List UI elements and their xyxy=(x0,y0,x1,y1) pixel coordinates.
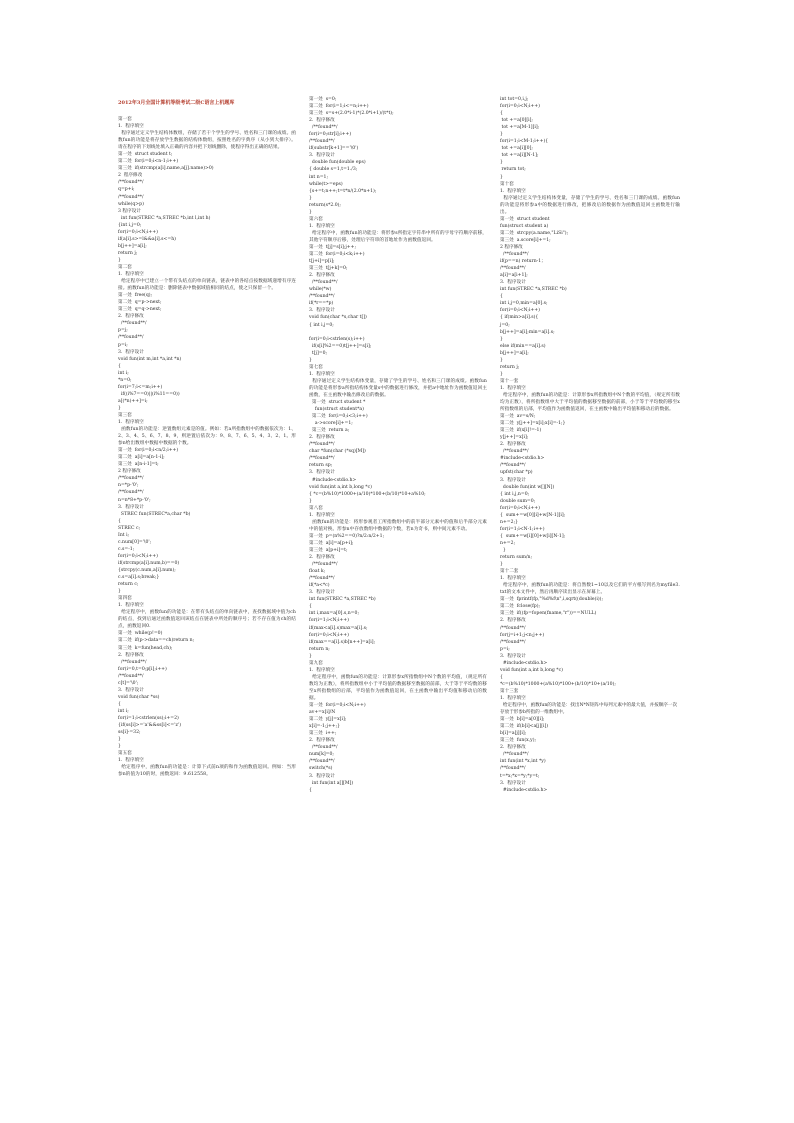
text-line: tot +=a[0][i]; xyxy=(500,118,533,124)
text-line: 第一处 struct student t; xyxy=(118,152,173,158)
text-line: } xyxy=(500,562,503,568)
text-line: 第二处 a[i]=a[n-1-i]; xyxy=(118,455,165,461)
text-line: 第三处 a[p+i]=t; xyxy=(309,548,348,553)
text-line: STREC fun(STREC*a,char *b) xyxy=(118,511,191,517)
text-line: 第三处 if(x[i]!=-1) xyxy=(500,428,542,434)
text-column-2 xyxy=(309,96,487,794)
text-line: n=*p-'0'; xyxy=(118,483,139,489)
text-line: 第三处 if((fp=fopen(fname,"r"))==NULL) xyxy=(500,611,597,617)
text-line: 第十三套 xyxy=(500,688,519,694)
text-line: 第二处 if(b[i]<a[j][i]) xyxy=(500,724,549,730)
text-line: 给定程序中，函数fun的功能是：在带有头结点的单向链表中，查找数据域中值为ch的结点，找到后通过函数值返回该结点在链表中所处的顺序号；若不存在值为ch的结点，函数返回0. xyxy=(118,610,296,630)
text-line: /**found**/ xyxy=(500,766,526,772)
text-line: {int i,j=0; xyxy=(118,222,142,228)
text-line: 1. 程序填空 xyxy=(118,603,144,609)
text-line: fun(struct student*a) xyxy=(309,407,364,413)
text-line: 2 程序修改 xyxy=(500,244,523,250)
text-line: for(i=1;i<N;i++) xyxy=(309,618,349,624)
text-line: 2. 程序修改 xyxy=(309,555,335,561)
text-line: for(i=0;i<N;i++) xyxy=(500,505,540,511)
text-line: 函数fun的功能是：逆置数组元素是的值。例如：若a所指数组中的数据依次为：1、2、3、4、5、6、7、8、9，则逆置后依次为：9、8、7、6、5、4、3、2、1。形参n给出数组中数据中数据的个数。 xyxy=(118,427,296,447)
text-line: if(*r==*p) xyxy=(309,301,334,307)
text-line: for(j=i+1;j<n;j++) xyxy=(500,632,545,638)
document-title: 2012年3月全国计算机等级考试二级C语言上机题库 xyxy=(118,100,235,106)
text-line: 第八套 xyxy=(309,505,323,511)
text-line: } xyxy=(500,174,503,180)
text-line: /**found**/ xyxy=(500,625,526,631)
text-line: 第三处 k=fun(head,ch); xyxy=(118,645,173,651)
text-line: /**found**/ xyxy=(500,639,526,645)
text-line: return c; xyxy=(118,582,139,588)
text-line: /**found**/ xyxy=(309,456,335,462)
text-line: #include<stdio.h> xyxy=(309,477,357,483)
text-line: 1. 程序填空 xyxy=(500,188,526,194)
text-line: { *c=(b%10)*1000+(a/10)*100+(b/10)*10+a%10; xyxy=(309,491,426,497)
text-line: 1. 程序填空 xyxy=(118,124,144,130)
text-line: 第一处 while(p!=0) xyxy=(118,631,163,637)
text-line: { int i,j,n=0; xyxy=(500,491,530,497)
text-line: for(i=7;i<=m;i++) xyxy=(118,384,163,390)
text-line: 第一套 xyxy=(118,117,132,122)
text-line: 第十套 xyxy=(500,181,514,187)
text-line: 2. 程序修改 xyxy=(309,118,335,124)
text-line: 第一处 free(q); xyxy=(118,293,153,299)
text-line: for(i=0;str[i];i++) xyxy=(309,132,352,138)
text-line: q=p+i; xyxy=(118,187,135,193)
text-line: for(i=1;i<N-1;i++) xyxy=(500,526,545,532)
text-line: t[j+i]=p[i]; xyxy=(309,259,335,265)
text-line: /**found**/ xyxy=(500,252,529,258)
text-line: /**found**/ xyxy=(118,490,144,496)
text-line: 第二处 for(i=0;i<k;i++) xyxy=(309,252,365,258)
text-line: 给定程序中，函数fun的功能是：计算形参x所指数组中N个数的平均值，（规定所有数均为正数），将所指数组中大于平均值的数据移至数据的前部，小于等于平均数的移至x所指数组的后部，平均值作为函数值返回，在主函数中输出平均值和移动后的数据。 xyxy=(500,392,681,413)
text-line: Int i; xyxy=(118,532,130,538)
text-line xyxy=(309,329,487,336)
text-line: 1. 程序填空 xyxy=(500,576,526,582)
text-line: for(i=1;i<M-1;i++){ xyxy=(500,139,549,145)
text-line: 给定程序中，函数fun的功能是：计算形参x所指数组中N个数的平均值，（规定所有数均为正数），将所指数组中小于平均值的数据移至数据的前部，大于等于平均数的移至x所指数组的后部，平均值作为函数值返回，在主函数中输出平均值和移动后的数据。 xyxy=(309,674,487,701)
text-line: 第二处 strcpy(a.name,"LiSi"); xyxy=(500,230,569,236)
text-line: c.s=-1; xyxy=(118,546,135,552)
text-line: } xyxy=(118,257,121,263)
text-line: 3. 程序设计 xyxy=(500,780,526,786)
text-line: void fun(char *s,char t[]) xyxy=(309,315,367,321)
text-line: { sum+=w[i][0]+w[i][N-1]; xyxy=(500,533,566,539)
text-line: 第四套 xyxy=(118,596,132,602)
text-line: { xyxy=(118,701,121,707)
text-line: int n=1; xyxy=(309,174,329,180)
text-line: /**found**/ xyxy=(118,673,144,679)
text-line: for(i=0,t=0;p[i];i++) xyxy=(118,666,167,672)
text-line: 1. 程序填空 xyxy=(118,420,144,426)
text-line: return sum/n; xyxy=(500,555,533,561)
text-line: { double s=1,t=1./3; xyxy=(309,167,358,173)
text-line: 第一处 struct student * xyxy=(309,400,366,406)
text-line: { if(min>a[i].s){ xyxy=(500,315,539,321)
text-line: c.s=a[i].s;break;} xyxy=(118,575,160,581)
text-line: double fun(int w[][N]) xyxy=(500,484,555,490)
text-line: int tot=0,i,j; xyxy=(500,97,529,102)
text-line: 1. 程序填空 xyxy=(309,512,335,518)
text-line: 给定程序中已建立一个带有头结点的单向链表，链表中的各结点按数据域递增有序连接。函数fun的功能是：删除链表中数据域值相同的结点，使之只保留一个。 xyxy=(118,279,296,292)
text-line: for(i=0;i<N;i++) xyxy=(309,632,349,638)
text-line: 第三处 a[n-i-1]=t; xyxy=(118,462,159,468)
text-line: 第二处 q=p->next; xyxy=(118,300,162,306)
text-line: 第一处 for(i=0;i<n/2;i++) xyxy=(118,448,179,454)
text-line: 2. 程序修改 xyxy=(118,652,144,658)
text-line: return tot; xyxy=(500,167,526,173)
text-line: 第三处 a.score[i]+=1; xyxy=(500,237,551,243)
text-line: *c=(b%10)*1000+(a%10)*100+(b/10)*10+(a/10); xyxy=(500,681,616,687)
text-line: p=i; xyxy=(118,342,128,348)
text-line: 2. 程序修改 xyxy=(500,442,526,448)
text-line: 第十二套 xyxy=(500,569,519,575)
text-line: 第三处 fun(x,y); xyxy=(500,738,537,744)
text-line: /**found**/ xyxy=(118,321,147,327)
text-line: 3. 程序设计 xyxy=(309,153,335,159)
text-line: int fun(STREC *a,STREC *b) xyxy=(500,287,567,293)
text-line: 第七套 xyxy=(309,364,323,370)
text-line: double fun(double eps) xyxy=(309,160,366,166)
text-line: /**found**/ xyxy=(500,266,526,272)
text-line: } xyxy=(118,589,121,595)
text-line: a->score[i]+=1; xyxy=(309,421,353,427)
text-line: { xyxy=(118,363,121,369)
text-line: } xyxy=(500,132,503,138)
text-line: num[k]=0; xyxy=(309,752,334,758)
text-line: 程序通过定义学生结构体变量，存储了学生的学号、姓名和三门课的成绩。函数fun的功能是将形参a中的数据进行修改，把修改后的数据作为函数值返回主函数进行输出。 xyxy=(500,195,680,215)
text-line: if(max==a[i].s)b[n++]=a[i]; xyxy=(309,639,376,645)
text-line: while(t>=eps) xyxy=(309,181,343,187)
text-line: /**found**/ xyxy=(500,752,529,758)
text-line: { xyxy=(500,674,503,680)
text-line: p=i; xyxy=(500,646,510,652)
text-line: if(a[i].s>=l&&a[i].s<=h) xyxy=(118,236,176,242)
text-line: 2. 程序修改 xyxy=(309,435,335,441)
text-line: double sum=0; xyxy=(500,498,536,504)
text-line: tot +=a[M-1][i]; xyxy=(500,125,540,131)
text-line: 第六套 xyxy=(309,216,323,222)
text-line: /**found**/ xyxy=(500,463,526,469)
text-line: tot +=a[i][N-1]; xyxy=(500,153,539,159)
text-line: { xyxy=(500,294,503,300)
text-line: } xyxy=(309,209,312,215)
text-line: 第二套 xyxy=(118,264,132,270)
text-line: n=n*8+*p-'0'; xyxy=(118,497,151,503)
text-line: c.num[0]='\0'; xyxy=(118,539,152,545)
text-line: void fun(int a,int b,long *c) xyxy=(309,484,372,490)
text-line: 3. 程序设计 xyxy=(118,349,144,355)
text-line: while(q>p) xyxy=(118,201,144,207)
text-column-3 xyxy=(500,96,680,794)
text-line: } xyxy=(309,498,312,504)
text-line: b[j++]=a[i];min=a[i].s; xyxy=(500,329,555,335)
text-line: 第三处 if(strcmp(a[i].name,a[j].name)>0) xyxy=(118,166,214,172)
text-line: p=j; xyxy=(118,328,128,334)
text-line: } xyxy=(500,160,503,166)
text-line: void fun(int m,int *a,int *n) xyxy=(118,356,182,362)
text-line: 给定程序中，函数fun的功能是：计算下式前n项的和作为函数值返回。例如：当形参n的值为10的时，函数返回：9.612558。 xyxy=(118,765,296,778)
text-line: 3. 程序设计 xyxy=(309,470,335,476)
text-line: #include<stdio.h> xyxy=(500,787,548,793)
text-line: } xyxy=(500,548,506,553)
text-line: /**found**/ xyxy=(309,576,335,582)
text-line: int i; xyxy=(118,370,129,376)
text-line: 1. 程序填空 xyxy=(118,272,144,278)
text-line: 给定程序中，函数fun的功能是：将形参s所指定字符串中所有的字母字符顺序前移，其他字符顺序后移，处理后字符串的首地址作为函数值返回。 xyxy=(309,230,487,243)
text-line: 第十一套 xyxy=(500,378,519,384)
text-line: return(s*2.0); xyxy=(309,202,341,208)
text-line: 2. 程序修改 xyxy=(500,618,526,624)
text-line: return n; xyxy=(309,646,330,652)
text-line: 第一处 b[i]=a[0][i]; xyxy=(500,717,545,723)
text-line: 2 程序修改 xyxy=(118,173,143,179)
text-line: a[(*n)++]=i; xyxy=(118,398,148,404)
text-line: /**found**/ xyxy=(118,476,144,482)
text-line: 第二处 for(i=0;i<3;i++) xyxy=(309,414,368,420)
text-line: } xyxy=(500,357,503,363)
text-line: 第九套 xyxy=(309,660,323,666)
text-line: } xyxy=(309,653,312,659)
text-line: } xyxy=(118,744,121,750)
text-line: 3. 程序设计 xyxy=(118,687,144,693)
text-line: 3. 程序设计 xyxy=(309,590,335,596)
text-line: /**found**/ xyxy=(309,139,335,145)
text-line: x[i]=-1;j++;} xyxy=(309,724,341,730)
text-line: 2. 程序修改 xyxy=(500,745,526,751)
text-line: 第二处 fclose(fp); xyxy=(500,604,541,610)
text-line: /**found**/ xyxy=(309,562,338,568)
text-line: 第一处 s=0; xyxy=(309,97,337,102)
text-line: 第二处 y[j]=x[i]; xyxy=(309,717,347,723)
text-line: ss[i]-=32; xyxy=(118,730,141,736)
text-line: int fun(STREC *a,STREC *b,int l,int h) xyxy=(118,215,211,221)
text-line: 程序通过定义学生结构体数组，存储了若干个学生的学号、姓名和三门课的成绩。函数fun的功能是将存放学生数据的结构体数组，按照姓名的字典序（从小到大排序）。请在程序的下划线处填入正确的内容并把下划线删除，使程序得出正确的结果。 xyxy=(118,131,296,151)
text-line: void fun(char *ss) xyxy=(118,694,160,700)
text-line: } xyxy=(500,371,503,377)
text-line: 第二处 for(i=1;i<=n;i++) xyxy=(309,104,369,110)
text-line: 3. 程序设计 xyxy=(500,653,526,659)
text-line: for(i=0;i<N;i++) xyxy=(118,229,158,235)
text-line: 第三处 t[j+k]=0; xyxy=(309,266,348,272)
text-line: y[j++]=x[i]; xyxy=(500,435,529,441)
text-line: if(*a<*c) xyxy=(309,583,330,589)
text-line: 第一处 for(i=0;i<N;i++) xyxy=(309,703,366,709)
text-line: 第一处 p=(n%2==0)?n/2:n/2+1; xyxy=(309,533,385,539)
text-line: 第三处 q=q->next; xyxy=(118,307,162,313)
text-column-1 xyxy=(118,96,296,778)
text-line: } xyxy=(118,737,121,743)
text-line: } xyxy=(118,405,121,411)
text-line: n+=2;} xyxy=(500,519,519,525)
text-line: 2 程序修改 xyxy=(118,469,141,475)
text-line: /**found**/ xyxy=(118,194,144,200)
text-line: av+=x[i]/N xyxy=(309,710,336,716)
text-line: int i,max=a[0].s,n=0; xyxy=(309,611,359,617)
text-line: 1. 程序填空 xyxy=(309,667,335,673)
text-line: 第三套 xyxy=(118,412,132,418)
text-line: { xyxy=(500,111,503,117)
text-line: else if(min==a[i].s) xyxy=(500,343,546,349)
text-line: if((i%7==0)||(i%11==0)) xyxy=(118,391,180,397)
text-line: 3. 程序设计 xyxy=(309,773,335,779)
text-line: c[t]='\0'; xyxy=(118,680,139,686)
text-line: char *fun(char (*sq)[M]) xyxy=(309,449,366,455)
text-line: 第二处 a[i]=a[p+i]; xyxy=(309,540,354,546)
text-line: 3. 程序设计 xyxy=(118,504,144,510)
text-line: fun(struct student a) xyxy=(500,223,549,229)
text-line: int fun(int *x,int *y) xyxy=(500,759,546,765)
text-line: if(p==n) return-1； xyxy=(500,259,546,265)
text-line: /**found**/ xyxy=(500,449,529,455)
text-line: #include<stdio.h> xyxy=(500,456,545,462)
text-line: STREC c; xyxy=(118,525,141,531)
text-line: 第三处 i++; xyxy=(309,731,337,737)
text-line: 第一处 av=s/N; xyxy=(500,414,536,420)
text-line: /**found**/ xyxy=(309,745,338,751)
text-line: t[j]=0; xyxy=(309,350,328,356)
text-line: while(*w) xyxy=(309,287,332,293)
text-line: switch(*s) xyxy=(309,766,333,772)
text-line: 第三处 return a; xyxy=(309,428,350,434)
text-line: float k; xyxy=(309,569,326,575)
text-line: 3. 程序设计 xyxy=(500,280,526,286)
text-line: void fun(int a,int b,long *c) xyxy=(500,667,563,673)
text-line: *n=0; xyxy=(118,377,132,383)
text-line: 2. 程序修改 xyxy=(309,738,335,744)
text-line: 第二处 if(p->data==ch)return n; xyxy=(118,638,195,644)
text-line: return sp; xyxy=(309,463,333,469)
text-line: int i; xyxy=(118,708,129,714)
text-line: /**found**/ xyxy=(309,280,338,286)
text-line: /**found**/ xyxy=(309,442,335,448)
text-line: tot +=a[i][0]; xyxy=(500,146,533,152)
text-line: 第一处 fprintf(fp,"%d%f\n",i,sqrt((double)i)); xyxy=(500,597,604,603)
text-line: {strcpy(c.num,a[i].num); xyxy=(118,568,176,573)
text-line: 1. 程序填空 xyxy=(500,695,526,701)
text-line: 第三处 s=s+(2.0*i-1)*(2.0*i+1)/(t*t); xyxy=(309,111,394,117)
text-line: 第二处 y[j++]=x[i];x[i]=-1;} xyxy=(500,421,566,427)
text-line: 2. 程序修改 xyxy=(118,314,144,320)
text-line: for(i=0;i<N;i++) xyxy=(500,104,540,110)
text-line: for(i=0;i<strlen(s);i++) xyxy=(309,336,365,342)
text-line: 2. 程序修改 xyxy=(309,273,335,279)
text-line: /**found**/ xyxy=(118,180,144,186)
text-line: b[i]=a[j][i]; xyxy=(500,731,527,737)
text-line: 第二处 for(i=0;i<n-1;i++) xyxy=(118,159,179,165)
text-line: return j; xyxy=(500,364,520,370)
text-line: 第一处 struct student xyxy=(500,216,550,222)
text-line: t=*x;*x=*y;*y=t; xyxy=(500,773,540,779)
text-line: 程序通过定义学生结构体变量，存储了学生的学号、姓名和三门课的成绩。函数fun的功能是将形参a所指结构体变量s中的数据进行修改，并把a中地址作为函数值返回主函数，在主函数中输出修改后的数据。 xyxy=(309,378,487,398)
text-line: return j; xyxy=(118,250,138,256)
text-line: 1. 程序填空 xyxy=(309,371,335,377)
text-line: b[j++]=a[i]; xyxy=(500,350,529,356)
text-line: 给定程序中，函数fun的功能是：将自然数1~10以及它们的平方根写到名为myfile3.txt的文本文件中，然后再顺序读出显示在屏幕上。 xyxy=(500,583,680,596)
text-line: /**found**/ xyxy=(309,125,338,131)
text-line: 第五套 xyxy=(118,751,132,757)
text-line: {if(ss[i]>='a'&&ss[i]<='z') xyxy=(118,723,181,729)
text-line: int fun(STREC *a,STREC *b) xyxy=(309,597,376,603)
text-line: b[j++]=a[i]; xyxy=(118,243,147,249)
text-line: int fun(int a[][M]) xyxy=(309,780,354,786)
text-line: if(max<a[i].s)max=a[i].s; xyxy=(309,625,368,631)
text-line: 1. 程序填空 xyxy=(309,223,335,229)
text-line: if(substr[k+1]=='\0') xyxy=(309,146,359,152)
text-line: if(strcmp(a[i].num,b)==0) xyxy=(118,560,180,566)
text-line: 3. 程序设计 xyxy=(309,308,335,314)
text-line: j=0; xyxy=(500,322,510,328)
text-line: n+=2; xyxy=(500,540,516,546)
text-line: 3 程序设计 xyxy=(118,208,141,214)
text-line: upfst(char *p) xyxy=(500,470,533,476)
text-line: { xyxy=(309,604,312,610)
text-line: for(i=0;i<N;i++) xyxy=(118,553,158,559)
text-line: { xyxy=(309,787,312,793)
text-line: if(s[i]%2==0)t[j++]=s[i]; xyxy=(309,343,372,349)
text-line: #include<stdio.h> xyxy=(500,660,548,666)
text-line: 3. 程序设计 xyxy=(500,477,526,483)
text-line: 第一处 t[j]=s[i];j++; xyxy=(309,244,357,250)
text-line: /**found**/ xyxy=(118,335,144,341)
text-line: { int i,j=0; xyxy=(309,322,334,328)
text-line: for(i=1;i<strlen(ss);i+=2) xyxy=(118,715,179,721)
text-line: for(i=0;i<N;i++) xyxy=(500,308,540,314)
text-line: {s+=t;n++;t=t*n/(2.0*n+1); xyxy=(309,188,377,194)
text-line: /**found**/ xyxy=(309,294,335,300)
text-line: { xyxy=(118,518,121,524)
text-line: } xyxy=(500,336,503,342)
text-line: 1. 程序填空 xyxy=(118,758,144,764)
text-line: 1. 程序填空 xyxy=(500,385,526,391)
text-line: { sum+=w[0][i]+w[N-1][i]; xyxy=(500,512,566,518)
text-line: a[i]=a[i+1]; xyxy=(500,273,528,279)
text-line: 给定程序中，函数fun的功能是：找出N*N矩阵中每列元素中的最大值，并按顺序一次存放于形参b所指的一维数组中。 xyxy=(500,703,678,716)
text-line: int i,j=0,min=a[0].s; xyxy=(500,301,548,307)
text-line: /**found**/ xyxy=(309,759,335,765)
text-line: /**found**/ xyxy=(118,659,147,665)
text-line: } xyxy=(309,357,312,363)
text-line: 函数fun的功能是：将形参观者工所指数组中的前半部分元素中的值和后半部分元素中的值对换。形参n中存放数组中数据的个数，若n为奇书，则中间元素不动。 xyxy=(309,519,487,532)
text-line: } xyxy=(309,195,312,201)
